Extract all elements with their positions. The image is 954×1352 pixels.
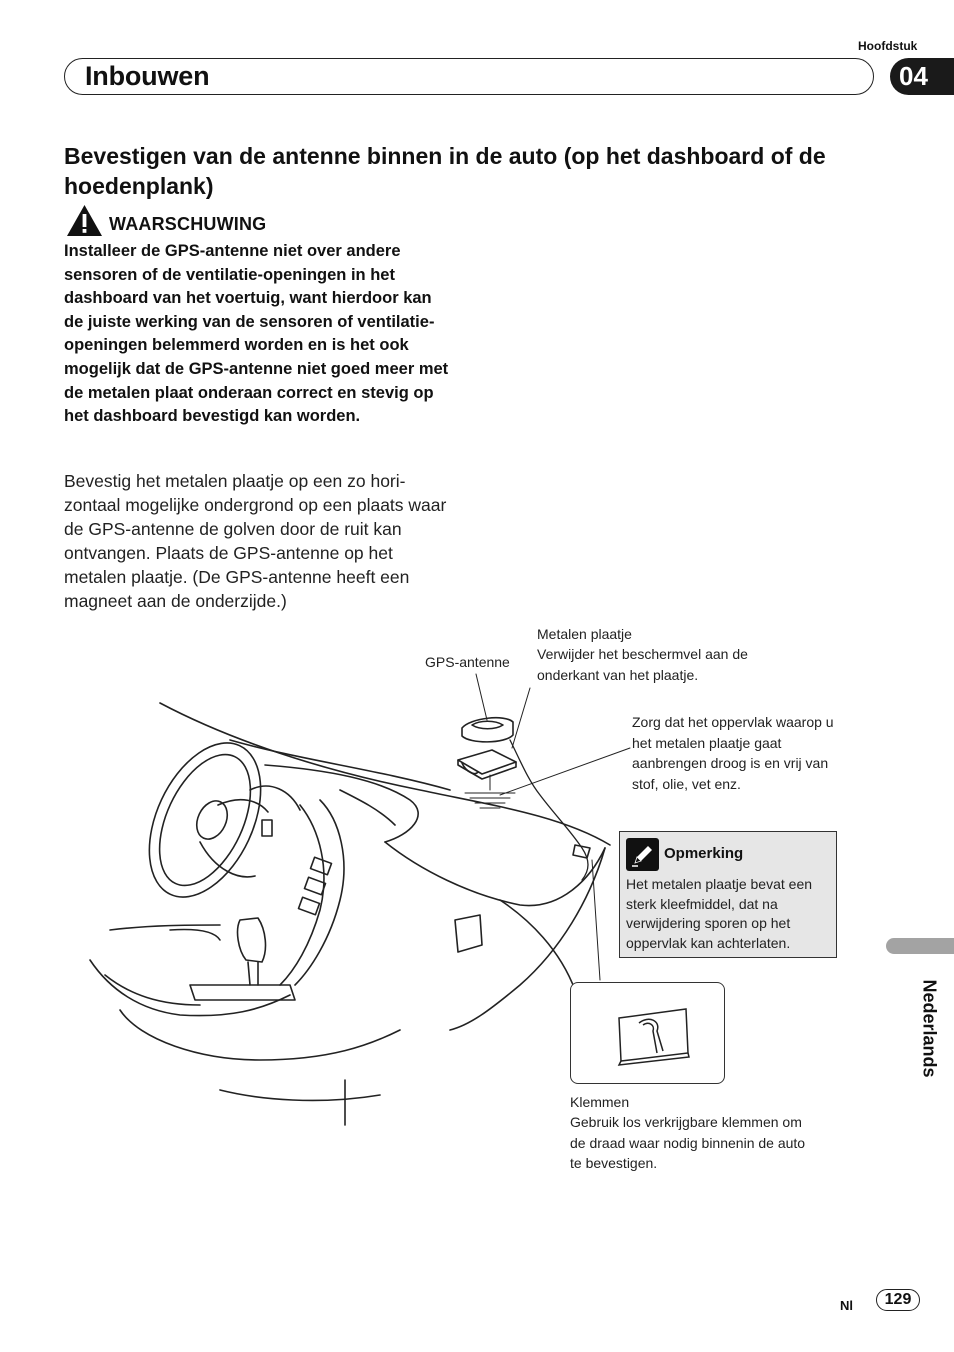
chapter-title: Inbouwen (85, 61, 210, 91)
note-title: Opmerking (664, 845, 744, 862)
section-heading: Bevestigen van de antenne binnen in de auto (op het dashboard of de hoedenplank) (64, 143, 826, 199)
metal-plate-label: Metalen plaatje (537, 626, 632, 642)
note-text: Het metalen plaatje bevat een sterk kleefmiddel, dat na verwijdering sporen op het oppervlak kan achterlaten. (626, 876, 813, 951)
gps-antenne-label: GPS-antenne (425, 654, 510, 670)
clip-inset-illustration (570, 982, 725, 1084)
warning-text: Installeer de GPS-antenne niet over andere sensoren of de ventilatie-openingen in het dashboard van het voertuig, want hierdoor kan de juiste werking van de sensoren of ventilatie-openingen belemmerd worden en is het ook mogelijk dat de GPS-antenne niet goed meer met de metalen plaat onderaan correct en stevig op het dashboard bevestigd kan worden. (64, 242, 449, 426)
pencil-note-icon (626, 838, 659, 871)
clips-description: Gebruik los verkrijgbare klemmen om de draad waar nodig binnenin de auto te bevestigen. (570, 1114, 806, 1171)
chapter-number-badge (890, 58, 954, 95)
warning-triangle-icon (66, 204, 103, 237)
warning-title: WAARSCHUWING (109, 214, 267, 234)
chapter-label: Hoofdstuk (858, 39, 918, 53)
page-number: 129 (876, 1289, 920, 1311)
language-side-tab (886, 938, 954, 954)
body-paragraph: Bevestig het metalen plaatje op een zo hori-zontaal mogelijke ondergrond op een plaats waar de GPS-antenne de golven door de ruit kan ontvangen. Plaats de GPS-antenne op het metalen plaatje. (De GPS-antenne heeft een magneet aan de onderzijde.) (64, 471, 447, 611)
clip-icon (571, 983, 726, 1085)
footer-language-code: Nl (840, 1298, 853, 1313)
chapter-number: 04 (899, 61, 928, 91)
surface-note: Zorg dat het oppervlak waarop u het metalen plaatje gaat aanbrengen droog is en vrij van stof, olie, vet enz. (632, 714, 834, 792)
chapter-title-bar (64, 58, 874, 95)
language-side-label: Nederlands (919, 979, 940, 1078)
metal-plate-description: Verwijder het beschermvel aan de onderkant van het plaatje. (537, 646, 748, 683)
clips-label: Klemmen (570, 1094, 630, 1110)
note-box (619, 831, 837, 958)
